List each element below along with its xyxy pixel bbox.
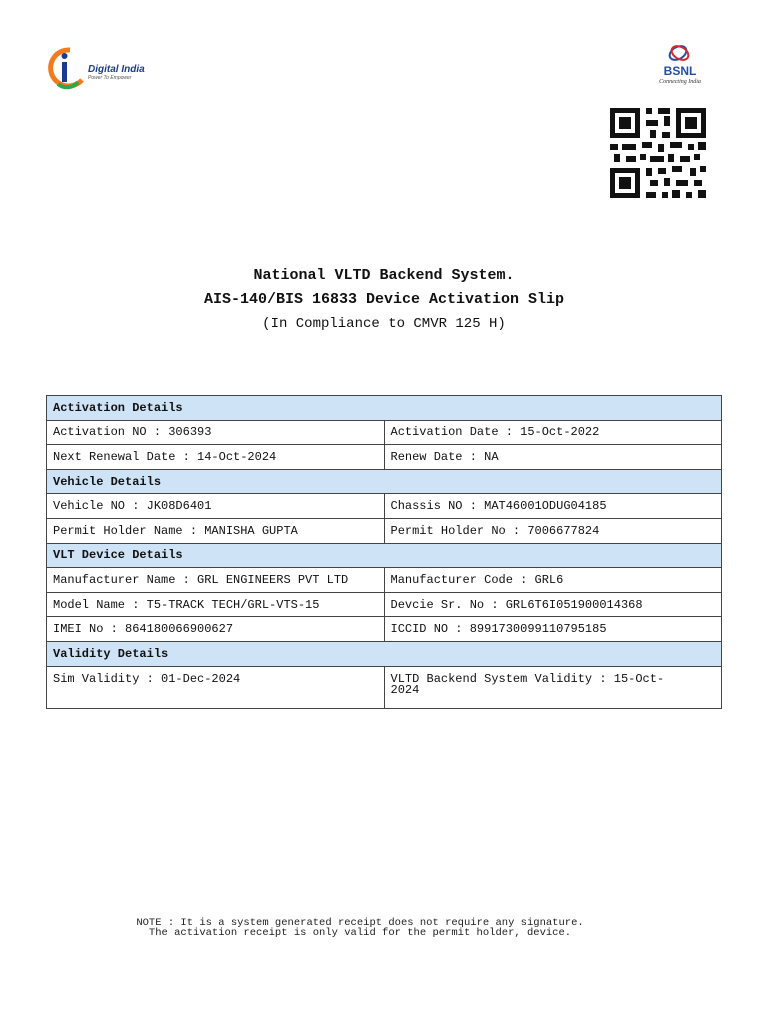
backend-validity-cell (384, 666, 722, 708)
qr-code-icon (610, 108, 706, 198)
footer-note-line2: The activation receipt is only valid for the permit holder, device. (148, 927, 572, 939)
table-row (47, 592, 722, 617)
activation-details-header: Activation Details (47, 396, 722, 421)
table-row (47, 420, 722, 445)
activation-no-cell: Activation NO : 306393 (47, 420, 385, 445)
manufacturer-name-cell: Manufacturer Name : GRL ENGINEERS PVT LTD (47, 568, 385, 593)
document-header (0, 264, 768, 336)
digital-india-text: Digital India (88, 64, 145, 75)
activation-date-cell: Activation Date : 15-Oct-2022 (384, 420, 722, 445)
backend-validity-line2: 2024 (390, 682, 420, 697)
footer-note-line1: NOTE : It is a system generated receipt does not require any signature. (136, 917, 584, 929)
vlt-device-details-header: VLT Device Details (47, 543, 722, 568)
bsnl-text: BSNL (663, 64, 697, 78)
compliance-note: (In Compliance to CMVR 125 H) (262, 316, 506, 332)
footer-note (0, 918, 720, 938)
renew-date-cell: Renew Date : NA (384, 445, 722, 470)
document-subtitle: AIS-140/BIS 16833 Device Activation Slip (203, 291, 565, 308)
iccid-no-cell: ICCID NO : 8991730099110795185 (384, 617, 722, 642)
vehicle-no-cell: Vehicle NO : JK08D6401 (47, 494, 385, 519)
validity-details-header: Validity Details (47, 641, 722, 666)
table-row (47, 494, 722, 519)
section-header-row (47, 469, 722, 494)
backend-validity-line1: VLTD Backend System Validity : 15-Oct- (390, 671, 665, 686)
table-row (47, 445, 722, 470)
bsnl-logo-icon (652, 42, 708, 64)
chassis-no-cell: Chassis NO : MAT46001ODUG04185 (384, 494, 722, 519)
permit-holder-name-cell: Permit Holder Name : MANISHA GUPTA (47, 518, 385, 543)
bsnl-logo (652, 42, 708, 92)
model-name-cell: Model Name : T5-TRACK TECH/GRL-VTS-15 (47, 592, 385, 617)
device-sr-no-cell: Devcie Sr. No : GRL6T6I051900014368 (384, 592, 722, 617)
bsnl-tagline: Connecting India (659, 79, 701, 85)
digital-india-logo (48, 44, 148, 94)
digital-india-tagline: Power To Empower (88, 75, 132, 81)
sim-validity-cell: Sim Validity : 01-Dec-2024 (47, 666, 385, 708)
manufacturer-code-cell: Manufacturer Code : GRL6 (384, 568, 722, 593)
document-title: National VLTD Backend System. (253, 267, 515, 284)
details-table (46, 395, 722, 709)
table-row (47, 568, 722, 593)
permit-holder-no-cell: Permit Holder No : 7006677824 (384, 518, 722, 543)
section-header-row (47, 543, 722, 568)
vehicle-details-header: Vehicle Details (47, 469, 722, 494)
digital-india-logo-icon (48, 44, 88, 94)
table-row (47, 617, 722, 642)
next-renewal-date-cell: Next Renewal Date : 14-Oct-2024 (47, 445, 385, 470)
table-row (47, 518, 722, 543)
table-row (47, 666, 722, 708)
section-header-row (47, 396, 722, 421)
section-header-row (47, 641, 722, 666)
imei-no-cell: IMEI No : 864180066900627 (47, 617, 385, 642)
